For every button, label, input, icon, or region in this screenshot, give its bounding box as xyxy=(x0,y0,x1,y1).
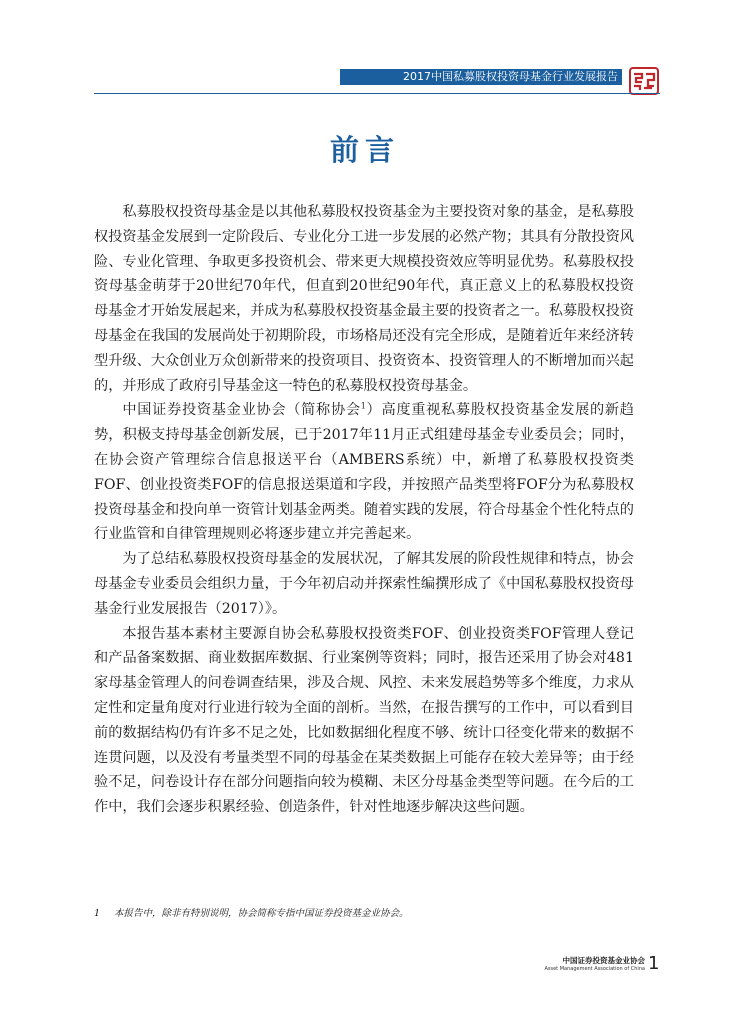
body-text xyxy=(94,200,634,820)
footnote-text: 本报告中，除非有特别说明，协会简称专指中国证券投资基金业协会。 xyxy=(114,908,409,919)
paragraph-2-after: ）高度重视私募股权投资基金发展的新趋势，积极支持母基金创新发展，已于2017年11月正式组建母基金专业委员会；同时，在协会资产管理综合信息报送平台（AMBERS系统）中，新增了私募股权投资类FOF、创业投资类FOF的信息报送渠道和字段，并按照产品类型将FOF分为私募股权投资母基金和投向单一资管计划基金两类。随着实践的发展，符合母基金个性化特点的行业监管和自律管理规则必将逐步建立并完善起来。 xyxy=(94,402,634,543)
page-title: 前言 xyxy=(329,133,400,167)
footer-org-logo xyxy=(535,956,645,973)
footnote xyxy=(94,905,634,919)
footer-org-name-cn: 中国证券投资基金业协会 xyxy=(562,956,645,965)
paragraph-4: 本报告基本素材主要源自协会私募股权投资类FOF、创业投资类FOF管理人登记和产品备案数据、商业数据库数据、行业案例等资料；同时，报告还采用了协会对481家母基金管理人的问卷调查结果，涉及合规、风控、未来发展趋势等多个维度，力求从定性和定量角度对行业进行较为全面的剖析。当然，在报告撰写的工作中，可以看到目前的数据结构仍有许多不足之处，比如数据细化程度不够、统计口径变化带来的数据不连贯问题，以及没有考量类型不同的母基金在某类数据上可能存在较大差异等；由于经验不足，问卷设计存在部分问题指向较为模糊、未区分母基金类型等问题。在今后的工作中，我们会逐步积累经验、创造条件，针对性地逐步解决这些问题。 xyxy=(94,625,634,816)
header-divider xyxy=(94,93,660,94)
amac-seal-icon xyxy=(628,66,660,96)
footnote-number: 1 xyxy=(94,908,101,919)
footer-org-name-en: Asset Management Association of China xyxy=(544,966,645,972)
paragraph-1: 私募股权投资母基金是以其他私募股权投资基金为主要投资对象的基金，是私募股权投资基金发展到一定阶段后、专业化分工进一步发展的必然产物；其具有分散投资风险、专业化管理、争取更多投资机会、带来更大规模投资效应等明显优势。私募股权投资母基金萌芽于20世纪70年代，但直到20世纪90年代，真正意义上的私募股权投资母基金才开始发展起来，并成为私募股权投资基金最主要的投资者之一。私募股权投资母基金在我国的发展尚处于初期阶段，市场格局还没有完全形成，是随着近年来经济转型升级、大众创业万众创新带来的投资项目、投资资本、投资管理人的不断增加而兴起的，并形成了政府引导基金这一特色的私募股权投资母基金。 xyxy=(94,204,634,394)
footnote-ref[interactable]: 1 xyxy=(360,401,366,411)
report-title-banner xyxy=(340,69,622,85)
paragraph-2 xyxy=(94,398,634,547)
paragraph-3: 为了总结私募股权投资母基金的发展状况，了解其发展的阶段性规律和特点，协会母基金专业委员会组织力量，于今年初启动并探索性编撰形成了《中国私募股权投资母基金行业发展报告（2017）》。 xyxy=(94,551,634,617)
report-title: 2017中国私募股权投资母基金行业发展报告 xyxy=(403,70,618,83)
paragraph-2-before: 中国证券投资基金业协会（简称协会 xyxy=(122,402,361,419)
page-number: 1 xyxy=(648,953,660,974)
